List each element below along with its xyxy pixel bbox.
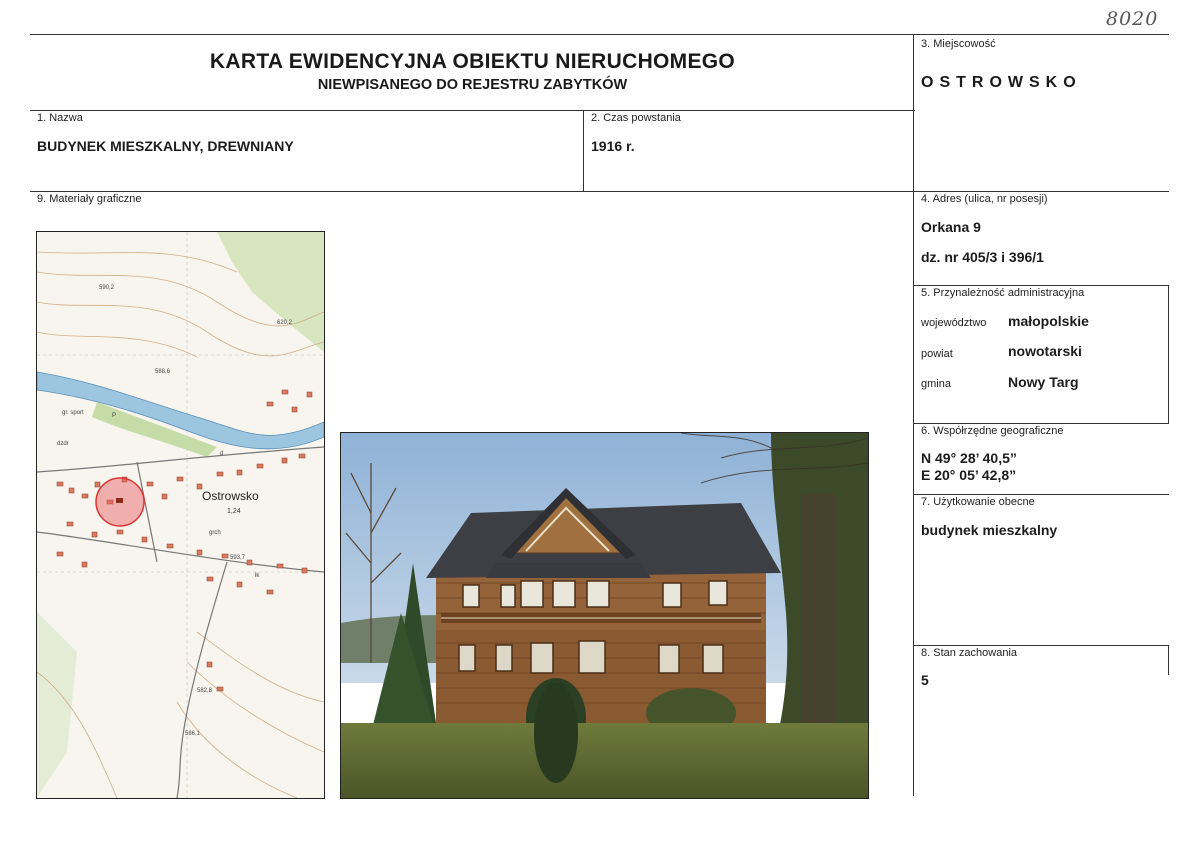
map-small-label: P — [112, 413, 117, 419]
forest-area — [37, 612, 77, 798]
map-small-label: łk — [255, 573, 260, 579]
value-czas: 1916 r. — [591, 138, 635, 154]
divider-header — [30, 110, 915, 111]
map-town-sub: 1,24 — [227, 508, 241, 515]
admin-key-wojewodztwo: województwo — [921, 317, 987, 329]
divider-condition — [913, 645, 1169, 646]
spot-height: 588,6 — [155, 369, 171, 375]
location-map — [36, 231, 325, 799]
divider-usage — [913, 494, 1169, 495]
value-longitude: E 20° 05’ 42,8” — [921, 467, 1017, 483]
label-wspolrzedne: 6. Współrzędne geograficzne — [921, 425, 1064, 437]
divider-admin — [913, 423, 1169, 424]
spot-height: 590,2 — [99, 285, 115, 291]
handwritten-number: 8020 — [1106, 8, 1159, 30]
divider-right-column — [913, 34, 914, 796]
map-small-label: d — [220, 451, 224, 457]
divider-name-date — [583, 110, 584, 191]
label-przynaleznosc: 5. Przynależność administracyjna — [921, 287, 1085, 299]
value-uzytkowanie: budynek mieszkalny — [921, 522, 1058, 538]
admin-key-powiat: powiat — [921, 348, 953, 360]
admin-value-gmina: Nowy Targ — [1008, 374, 1079, 390]
map-small-label: gr. sport — [62, 410, 84, 416]
label-miejscowosc: 3. Miejscowość — [921, 38, 996, 50]
map-town-label: Ostrowsko — [202, 489, 259, 503]
map-small-label: grch — [209, 530, 221, 536]
admin-value-wojewodztwo: małopolskie — [1008, 313, 1089, 329]
label-adres: 4. Adres (ulica, nr posesji) — [921, 193, 1048, 205]
right-edge-line-2 — [1168, 645, 1169, 675]
porch-roof — [486, 563, 651, 578]
top-border — [30, 34, 1169, 35]
map-graphic — [37, 232, 324, 798]
admin-key-gmina: gmina — [921, 378, 951, 390]
map-small-label: dzdr — [57, 441, 69, 447]
forest-area — [217, 232, 324, 352]
label-stan: 8. Stan zachowania — [921, 647, 1018, 659]
card-title: KARTA EWIDENCYJNA OBIEKTU NIERUCHOMEGO — [209, 50, 736, 73]
value-adres-street: Orkana 9 — [921, 219, 981, 235]
spot-height: 582,8 — [197, 688, 213, 694]
admin-value-powiat: nowotarski — [1008, 343, 1082, 359]
value-adres-plot: dz. nr 405/3 i 396/1 — [921, 249, 1044, 265]
photo-graphic — [341, 433, 868, 798]
label-nazwa: 1. Nazwa — [37, 112, 83, 124]
label-materialy: 9. Materiały graficzne — [37, 193, 142, 205]
spot-height: 586,1 — [185, 731, 201, 737]
lawn — [341, 723, 868, 798]
label-czas: 2. Czas powstania — [591, 112, 681, 124]
spot-height: 620,2 — [277, 320, 293, 326]
right-edge-line — [1168, 285, 1169, 423]
divider-name — [30, 191, 1169, 192]
card-subtitle: NIEWPISANEGO DO REJESTRU ZABYTKÓW — [317, 77, 628, 93]
value-miejscowosc: OSTROWSKO — [921, 74, 1082, 91]
label-uzytkowanie: 7. Użytkowanie obecne — [921, 496, 1035, 508]
divider-address — [913, 285, 1169, 286]
value-nazwa: BUDYNEK MIESZKALNY, DREWNIANY — [37, 138, 294, 154]
value-latitude: N 49° 28’ 40,5” — [921, 450, 1017, 466]
value-stan: 5 — [921, 672, 929, 688]
spot-height: 593,7 — [230, 555, 246, 561]
building-photo — [340, 432, 869, 799]
